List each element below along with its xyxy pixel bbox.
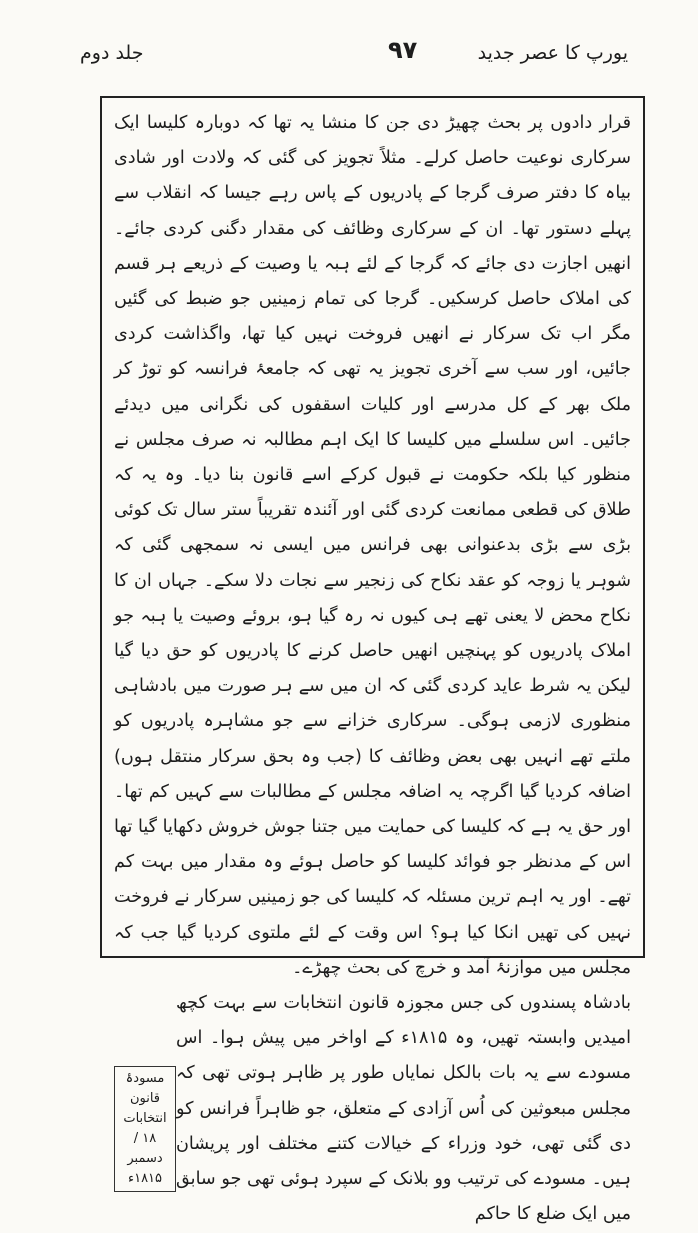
paragraph-2: بادشاہ پسندوں کی جس مجوزہ قانون انتخابات سے بہت کچھ امیدیں وابستہ تھیں، وہ ۱۸۱۵ء کے اواخر میں پیش ہوا۔ اس مسودے سے یہ بات بالکل نمایاں طور پر ظاہر ہوتی تھی کہ مجلس مبعوثین کی اُس آزادی کے متعلق، جو ظاہراً فرانس کو دی گئی تھی، خود وزراء کے خیالات کتنے مختلف اور پریشان ہیں۔ مسودے کی ترتیب وو بلانک کے سپرد ہوئی تھی جو سابق میں ایک ضلع کا حاکم: [176, 993, 631, 1225]
side-note: مسودۂ قانون انتخابات ۱۸ / دسمبر ۱۸۱۵ء: [114, 1066, 176, 1192]
volume-label: جلد دوم: [80, 42, 144, 64]
page-number: ۹۷: [388, 36, 418, 64]
running-title: یورپ کا عصر جدید: [477, 42, 628, 64]
text-frame: [100, 96, 645, 1225]
page-header: [80, 36, 628, 76]
paragraph-1: قرار دادوں پر بحث چھیڑ دی جن کا منشا یہ تھا کہ دوبارہ کلیسا ایک سرکاری نوعیت حاصل کرلے۔ مثلاً تجویز کی گئی کہ ولادت اور شادی بیاہ کا دفتر صرف گرجا کے پادریوں کے پاس رہے جیسا کہ انقلاب سے پہلے دستور تھا۔ ان کے سرکاری وظائف کی مقدار دگنی کردی جائے۔ انھیں اجازت دی جائے کہ گرجا کے لئے ہبہ یا وصیت کے ذریعے ہر قسم کی املاک حاصل کرسکیں۔ گرجا کی تمام زمینیں جو ضبط کی گئیں مگر اب تک سرکار نے انھیں فروخت نہیں کیا تھا، واگذاشت کردی جائیں، اور سب سے آخری تجویز یہ تھی کہ جامعۂ فرانسہ کو توڑ کر ملک بھر کے کل مدرسے اور کلیات اسقفوں کی نگرانی میں دیدئے جائیں۔ اس سلسلے میں کلیسا کا ایک اہم مطالبہ نہ صرف مجلس نے منظور کیا بلکہ حکومت نے قبول کرکے اسے قانون بنا دیا۔ وہ یہ کہ طلاق کی قطعی ممانعت کردی گئی اور آئندہ تقریباً ستر سال تک کوئی بڑی سے بڑی بدعنوانی بھی فرانس میں ایسی نہ سمجھی گئی کہ شوہر یا زوجہ کو عقد نکاح کی زنجیر سے نجات دلا سکے۔ جہاں ان کا نکاح محض لا یعنی تھے ہی کیوں نہ رہ گیا ہو، بروئے وصیت یا ہبہ جو املاک پادریوں کو پہنچیں انھیں حاصل کرنے کا پادریوں کو حق دیا گیا لیکن یہ شرط عاید کردی گئی کہ ان میں سے ہر صورت میں بادشاہی منظوری لازمی ہوگی۔ سرکاری خزانے سے جو مشاہرہ پادریوں کو ملتے تھے انہیں بھی بعض وظائف کا (جب وہ بحق سرکار منتقل ہوں) اضافہ کردیا گیا اگرچہ یہ اضافہ مجلس کے مطالبات سے کہیں کم تھا۔ اور حق یہ ہے کہ کلیسا کی حمایت میں جتنا جوش خروش دکھایا گیا تھا اس کے مدنظر جو فوائد کلیسا کو حاصل ہوئے وہ مقدار میں بہت کم تھے۔ اور یہ اہم ترین مسئلہ کہ کلیسا کی جو زمینیں سرکار نے فروخت نہیں کی تھیں انکا کیا ہو؟ اس وقت کے لئے ملتوی کردیا گیا جب کہ مجلس میں موازنۂ آمد و خرچ کی بحث چھڑے۔: [114, 113, 631, 978]
